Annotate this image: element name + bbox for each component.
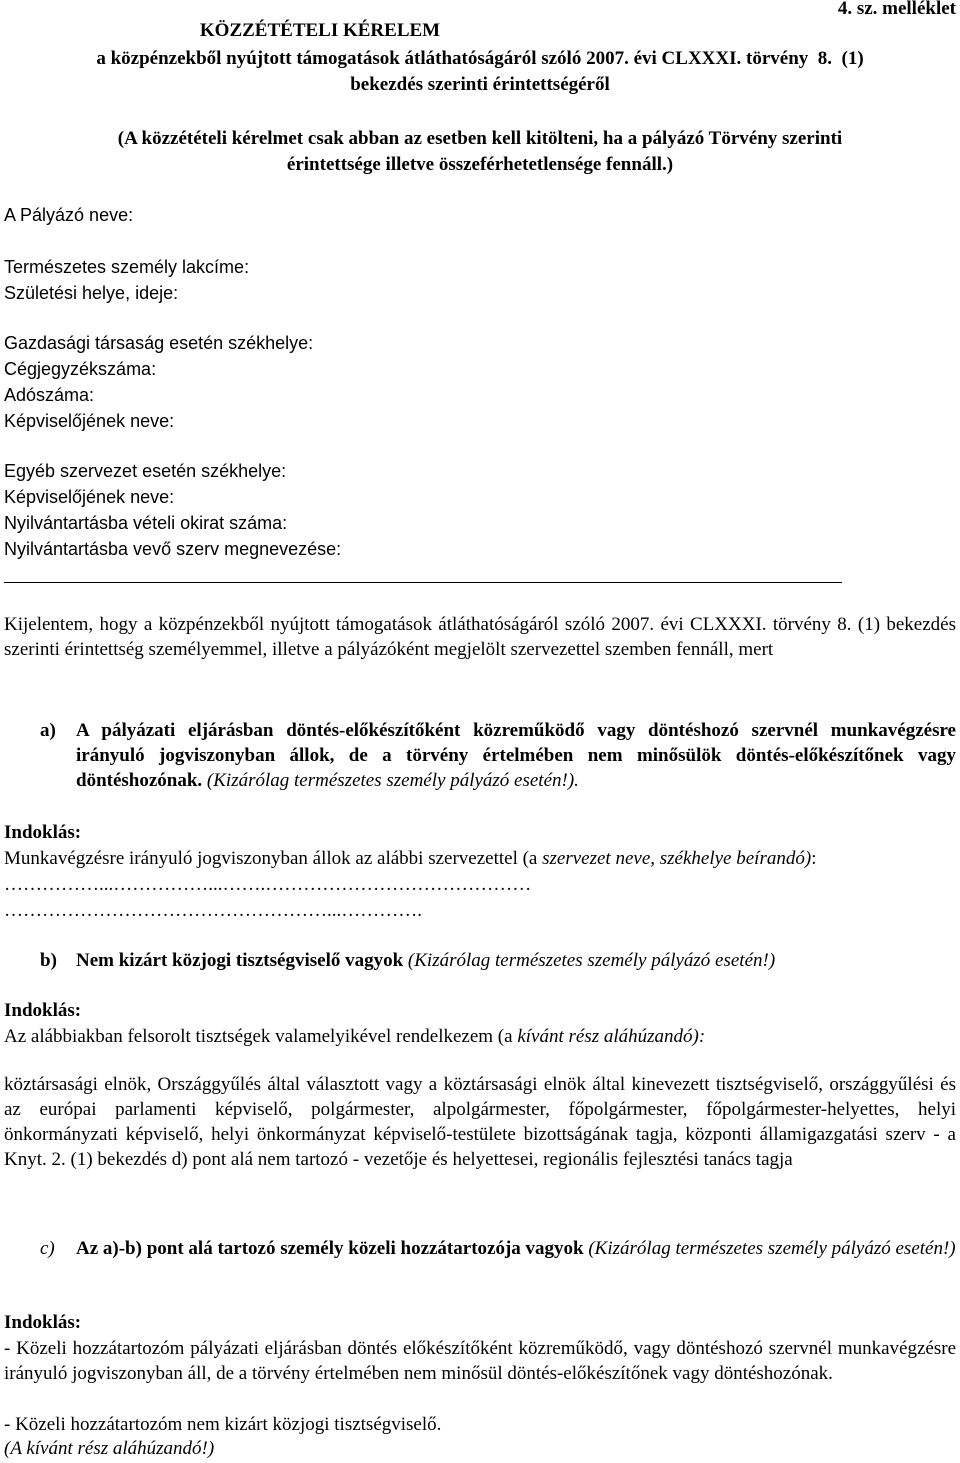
justification-c-line-1: - Közeli hozzátartozóm pályázati eljárásban döntés előkészítőként közreműködő, vagy döntéshozó szervnél munkavégzésre irányuló jogviszonyban áll, de a törvény értelmében nem minősül döntés-előkészítőnek vagy döntéshozónak. [4,1338,956,1384]
item-c-marker: c) [40,1238,55,1259]
justification-c-note: (A kívánt rész aláhúzandó!) [4,1438,215,1459]
item-a-text: A pályázati eljárásban döntés-előkészítőként közreműködő vagy döntéshozó szervnél munkavégzésre irányuló jogviszonyban állok, de a törvény értelmében nem minősülök döntés-előkészítőnek vagy döntéshozónak. [76,720,956,791]
subtitle-line-2: bekezdés szerinti érintettségéről [350,74,610,95]
note-line-2: érintettsége illetve összeférhetetlensége fennáll.) [286,154,674,175]
justification-b-start: Az alábbiakban felsorolt tisztségek valamelyikével rendelkezem (a [4,1026,518,1047]
justification-a-start: Munkavégzésre irányuló jogviszonyban állok az alábbi szervezettel (a [4,848,543,869]
justification-a-end: : [811,848,817,869]
positions-list: köztársasági elnök, Országgyűlés által választott vagy a köztársasági elnök által kinevezett tisztségviselő, országgyűlési és az európai parlamenti képviselő, polgármester, alpolgármester, főpolgármester, főpolgármester-helyettes, helyi önkormányzati képviselő, helyi önkormányzat képviselő-testülete bizottságának tagja, központi államigazgatási szerv - a Knyt. 2. (1) bekezdés d) pont alá nem tartozó - vezetője és helyettesei, regionális fejlesztési tanács tagja [4,1074,956,1170]
field-company-representative: Képviselőjének neve: [4,411,175,431]
item-c [76,1236,956,1261]
justification-a-label: Indoklás: [4,822,82,843]
item-c-text: Az a)-b) pont alá tartozó személy közeli hozzátartozója vagyok [76,1238,584,1259]
field-other-org-seat: Egyéb szervezet esetén székhelye: [4,461,287,481]
justification-a-dots-2: ……………………………………………...…………. [4,900,422,921]
page-title [0,18,960,43]
item-b-note: (Kizárólag természetes személy pályázó esetén!) [407,950,776,971]
justification-c-label: Indoklás: [4,1312,82,1333]
item-a [76,718,956,793]
field-birth-place-date: Születési helye, ideje: [4,283,179,303]
title-text: KÖZZÉTÉTELI KÉRELEM [199,20,441,41]
declaration-text: Kijelentem, hogy a közpénzekből nyújtott támogatások átláthatóságáról szóló 2007. évi CLXXXI. törvény 8. (1) bekezdés szerinti érintettség személyemmel, illetve a pályázóként megjelölt szervezettel szemben fennáll, mert [4,614,956,660]
item-b [76,948,775,973]
justification-b-italic: kívánt rész aláhúzandó): [517,1026,706,1047]
justification-b-text [4,1024,705,1049]
field-other-org-representative: Képviselőjének neve: [4,487,175,507]
field-tax-number: Adószáma: [4,385,95,405]
field-registration-doc-number: Nyilvántartásba vételi okirat száma: [4,513,288,533]
field-natural-person-address: Természetes személy lakcíme: [4,257,250,277]
annex-label: 4. sz. melléklet [837,0,956,19]
field-applicant-name: A Pályázó neve: [4,205,134,225]
item-a-marker: a) [40,720,56,741]
field-company-reg-number: Cégjegyzékszáma: [4,359,157,379]
field-company-seat: Gazdasági társaság esetén székhelye: [4,333,314,353]
subtitle-line-1: a közpénzekből nyújtott támogatások átláthatóságáról szóló 2007. évi CLXXXI. törvény 8. (1) [96,48,864,69]
justification-a-dots-1: ……………...……………...…….…………………………………… [4,874,532,895]
item-b-text: Nem kizárt közjogi tisztségviselő vagyok [76,950,404,971]
justification-b-label: Indoklás: [4,1000,82,1021]
note-line-1: (A közzétételi kérelmet csak abban az esetben kell kitölteni, ha a pályázó Törvény szerinti [117,128,843,149]
field-registering-authority: Nyilvántartásba vevő szerv megnevezése: [4,539,342,559]
justification-a-text [4,846,816,871]
item-a-note: (Kizárólag természetes személy pályázó esetén!). [206,770,579,791]
item-c-note: (Kizárólag természetes személy pályázó esetén!) [588,1238,956,1259]
separator-line [4,582,842,583]
item-b-marker: b) [40,950,57,971]
justification-c-line-2: - Közeli hozzátartozóm nem kizárt közjogi tisztségviselő. [4,1414,442,1435]
justification-a-italic: szervezet neve, székhelye beírandó) [542,848,812,869]
